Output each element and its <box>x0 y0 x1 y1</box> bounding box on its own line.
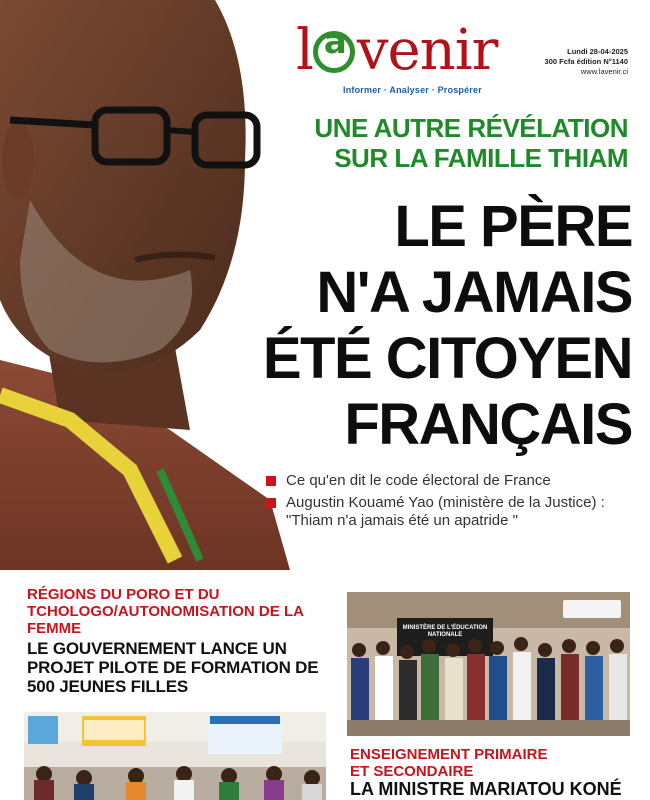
issue-date: Lundi 28-04-2025 <box>567 47 628 56</box>
masthead-tagline: Informer · Analyser · Prospérer <box>343 85 482 95</box>
newspaper-logo <box>296 20 524 82</box>
lead-kicker <box>262 113 628 173</box>
issue-price-edition: 300 Fcfa édition N°1140 <box>544 57 628 66</box>
logo-text-suffix: venir <box>356 18 498 83</box>
lead-headline-line: LE PÈRE <box>394 194 632 259</box>
section-divider <box>0 572 650 578</box>
bullet-square-icon <box>266 476 276 486</box>
photo-banner-text: MINISTÈRE DE L'ÉDUCATION NATIONALE <box>402 625 488 638</box>
story-right-photo <box>347 592 630 736</box>
lead-kicker-line: UNE AUTRE RÉVÉLATION <box>314 113 628 143</box>
issue-website: www.lavenir.ci <box>580 67 628 76</box>
story-left-kicker: RÉGIONS DU PORO ET DU TCHOLOGO/AUTONOMISATION DE LA FEMME <box>27 586 304 637</box>
lead-bullet-text: Ce qu'en dit le code électoral de France <box>286 472 551 489</box>
lead-headline-line: FRANÇAIS <box>344 392 632 457</box>
story-left-headline: LE GOUVERNEMENT LANCE UN PROJET PILOTE DE FORMATION DE 500 JEUNES FILLES <box>27 639 319 696</box>
story-right-headline: LA MINISTRE MARIATOU KONÉ <box>350 779 622 799</box>
lead-kicker-line: SUR LA FAMILLE THIAM <box>334 143 628 173</box>
lead-bullet-list <box>266 472 631 534</box>
lead-headline-line: N'A JAMAIS <box>316 260 632 325</box>
story-right-kicker-line: ENSEIGNEMENT PRIMAIRE <box>350 746 548 763</box>
lead-bullet-text: Augustin Kouamé Yao (ministère de la Justice) : "Thiam n'a jamais été un apatride " <box>286 494 605 529</box>
lead-bullet <box>266 472 631 490</box>
bullet-square-icon <box>266 498 276 508</box>
lead-headline <box>200 194 632 458</box>
issue-info <box>538 47 628 77</box>
lead-headline-line: ÉTÉ CITOYEN <box>262 326 632 391</box>
logo-text-prefix: l <box>296 18 313 83</box>
logo-at-icon <box>313 31 355 73</box>
story-right-kicker <box>350 746 640 780</box>
lead-bullet <box>266 494 631 530</box>
story-left-photo <box>24 712 326 800</box>
story-right-kicker-line: ET SECONDAIRE <box>350 763 474 780</box>
